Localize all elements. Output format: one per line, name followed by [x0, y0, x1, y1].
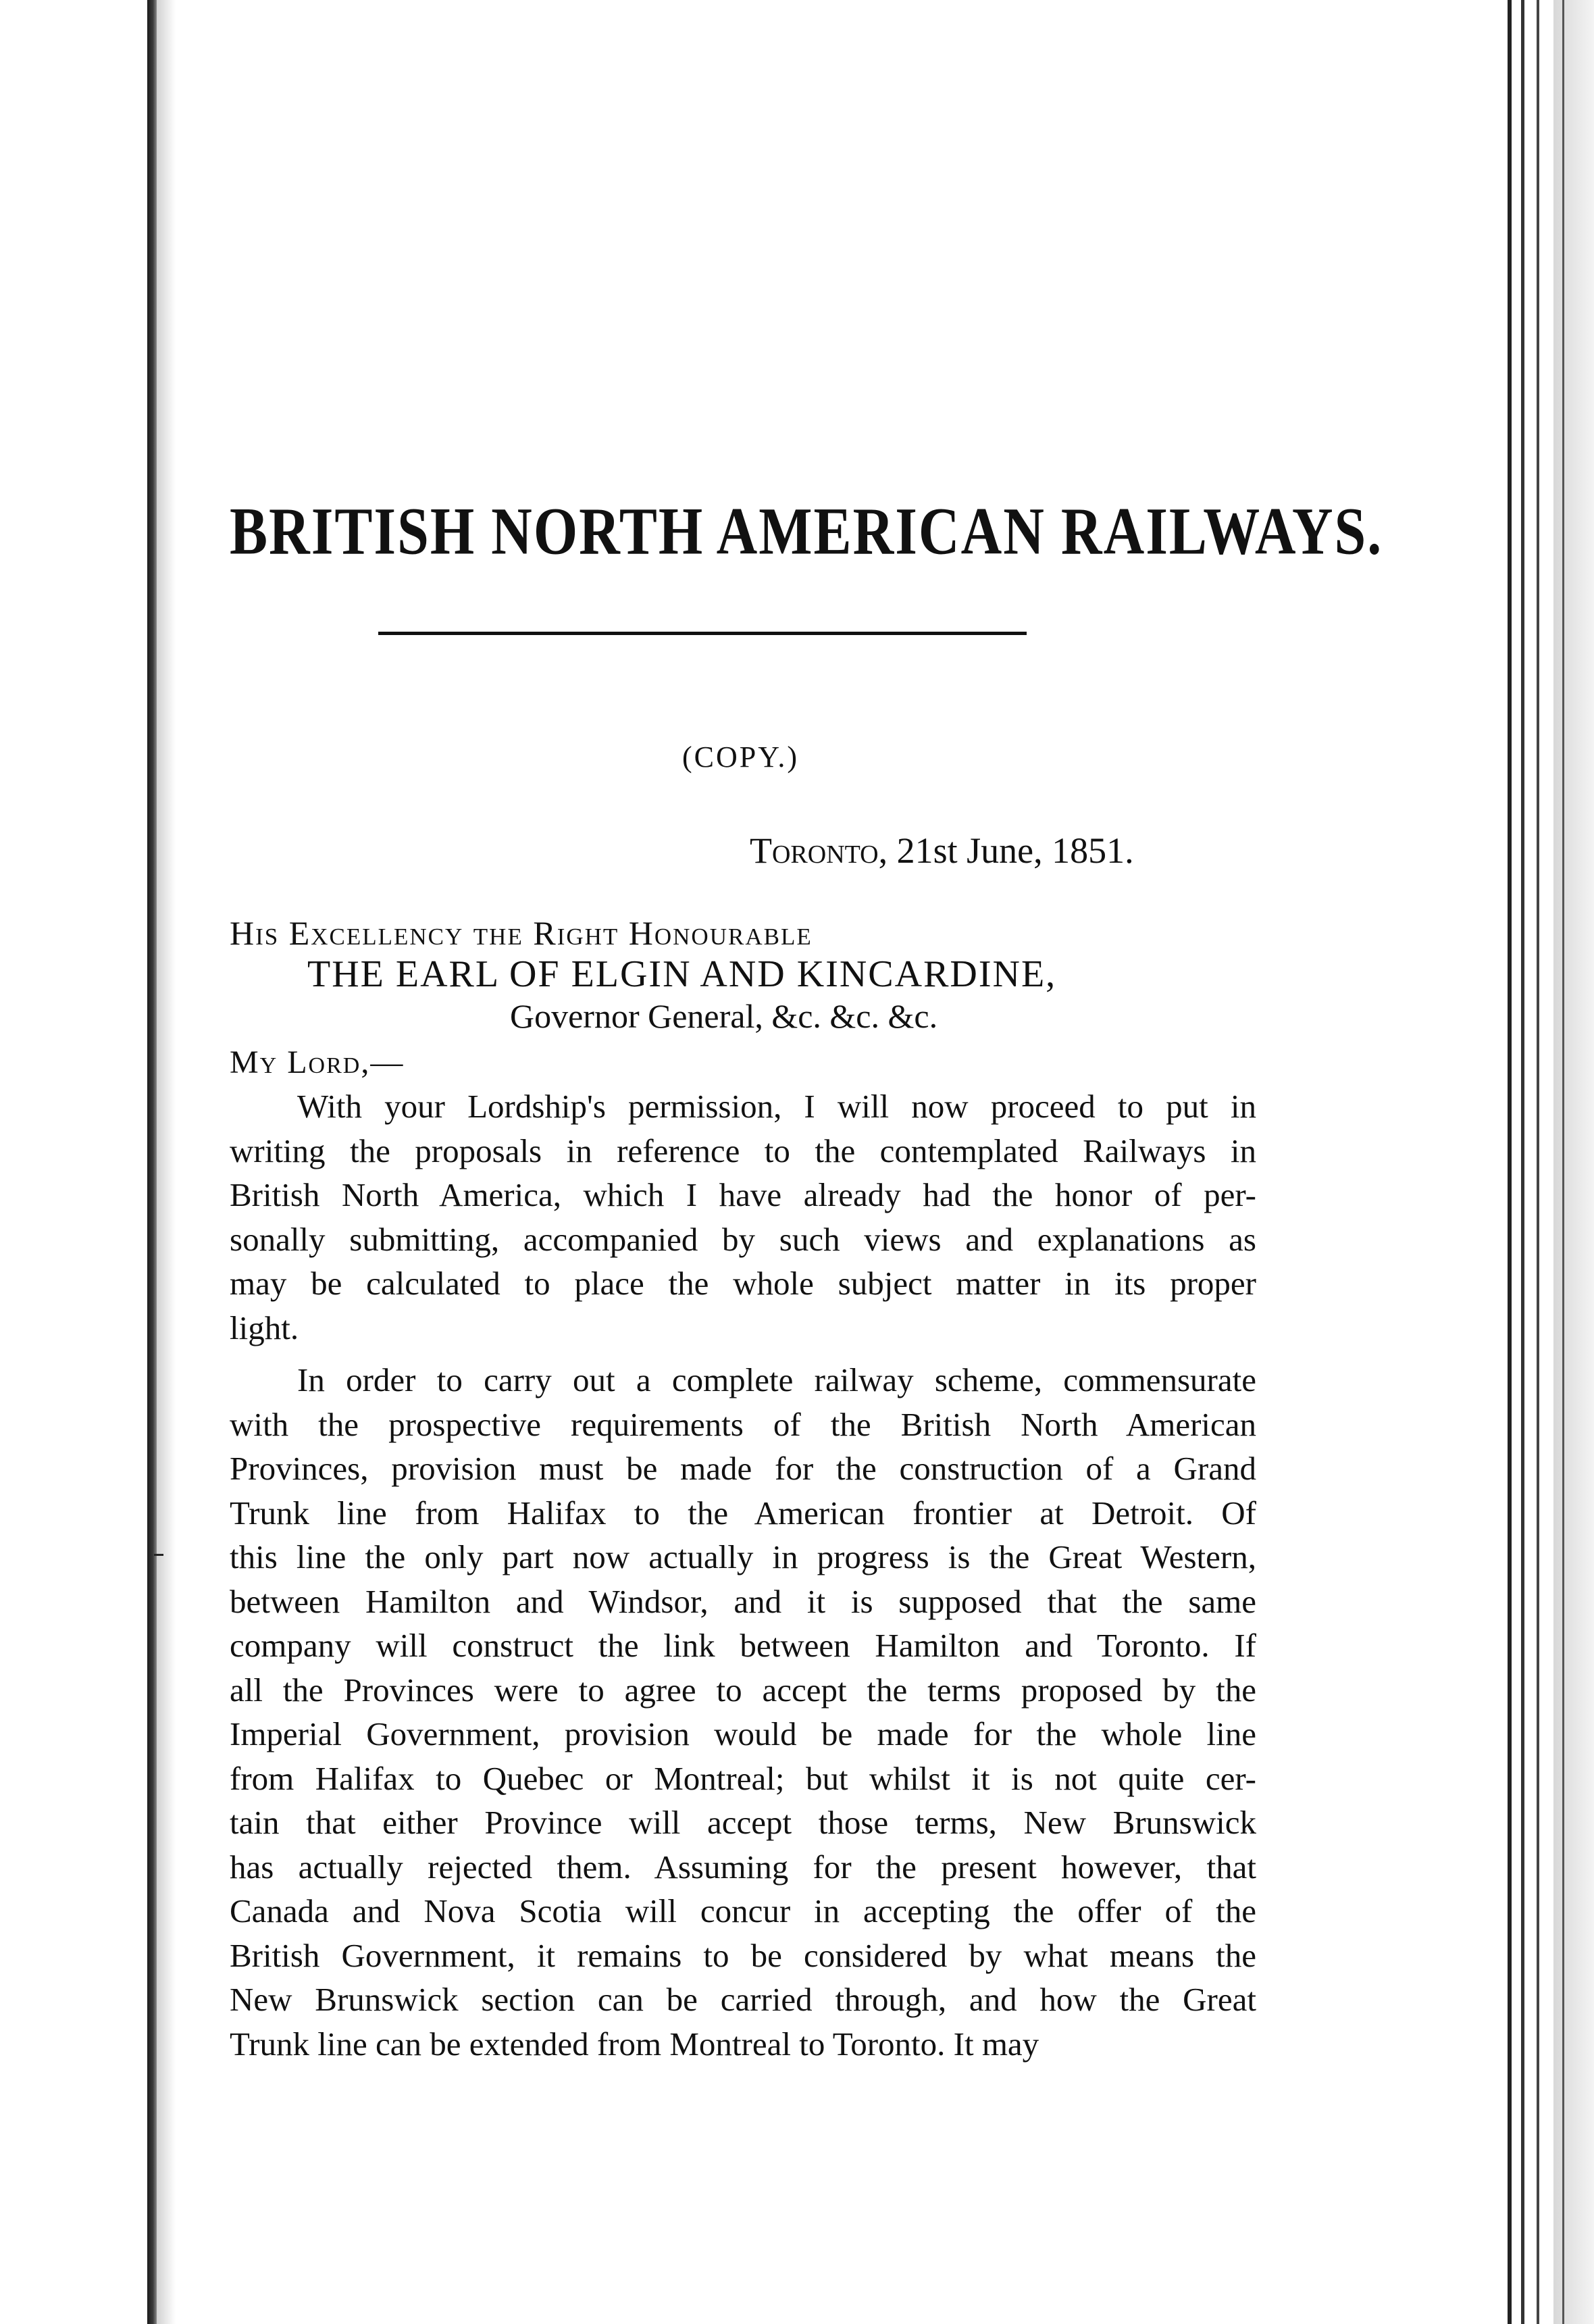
- body-line: Canada and Nova Scotia will concur in accepting the offer of the: [230, 1892, 1256, 1929]
- dateline: [750, 830, 1134, 872]
- body-line: all the Provinces were to agree to accept the terms proposed by the: [230, 1671, 1256, 1709]
- page-edge-line: [1508, 0, 1512, 2324]
- letter-body: [230, 1084, 1256, 2066]
- body-line: tain that either Province will accept those terms, New Brunswick: [230, 1804, 1256, 1841]
- title-rule: [378, 632, 1027, 635]
- address-name: THE EARL OF ELGIN AND KINCARDINE,: [307, 953, 1057, 995]
- body-line: New Brunswick section can be carried through, and how the Great: [230, 1981, 1256, 2018]
- binding-edge: [147, 0, 157, 2324]
- body-line: between Hamilton and Windsor, and it is supposed that the same: [230, 1582, 1256, 1620]
- body-line: Trunk line can be extended from Montreal to Toronto. It may: [230, 2025, 1039, 2063]
- binding-mark: [154, 1554, 163, 1556]
- body-line: British North America, which I have already had the honor of per-: [230, 1176, 1256, 1213]
- body-line: with the prospective requirements of the British North American: [230, 1405, 1256, 1443]
- page-edge-line: [1537, 0, 1539, 2324]
- page-edge-line: [1562, 0, 1564, 2324]
- address-office: Governor General, &c. &c. &c.: [510, 997, 938, 1035]
- dateline-date: 21st June, 1851.: [896, 830, 1134, 871]
- body-line: Trunk line from Halifax to the American frontier at Detroit. Of: [230, 1494, 1256, 1532]
- address-honorific: His Excellency the Right Honourable: [230, 914, 813, 952]
- page-title: BRITISH NORTH AMERICAN RAILWAYS.: [230, 495, 1383, 570]
- body-line: company will construct the link between Hamilton and Toronto. If: [230, 1627, 1256, 1664]
- body-line: With your Lordship's permission, I will now proceed to put in: [297, 1088, 1256, 1125]
- body-line: may be calculated to place the whole subject matter in its proper: [230, 1265, 1256, 1302]
- body-line: In order to carry out a complete railway scheme, commensurate: [297, 1361, 1256, 1398]
- page-edge-line: [1521, 0, 1524, 2324]
- body-line: British Government, it remains to be considered by what means the: [230, 1936, 1256, 1974]
- body-line: sonally submitting, accompanied by such views and explanations as: [230, 1220, 1256, 1258]
- body-line: Provinces, provision must be made for the construction of a Grand: [230, 1450, 1256, 1487]
- body-line: this line the only part now actually in progress is the Great Western,: [230, 1538, 1256, 1575]
- body-line: Imperial Government, provision would be made for the whole line: [230, 1715, 1256, 1752]
- body-line: from Halifax to Quebec or Montreal; but whilst it is not quite cer-: [230, 1759, 1256, 1797]
- dateline-place: Toronto,: [750, 830, 888, 871]
- body-line: writing the proposals in reference to the contemplated Railways in: [230, 1132, 1256, 1169]
- page-edge-margin: [1553, 0, 1594, 2324]
- salutation: My Lord,—: [230, 1044, 405, 1080]
- paragraph-gap: [230, 1350, 1256, 1358]
- binding-shadow: [157, 0, 176, 2324]
- body-line: light.: [230, 1309, 299, 1346]
- copy-note: (COPY.): [682, 740, 800, 774]
- body-line: has actually rejected them. Assuming for the present however, that: [230, 1848, 1256, 1886]
